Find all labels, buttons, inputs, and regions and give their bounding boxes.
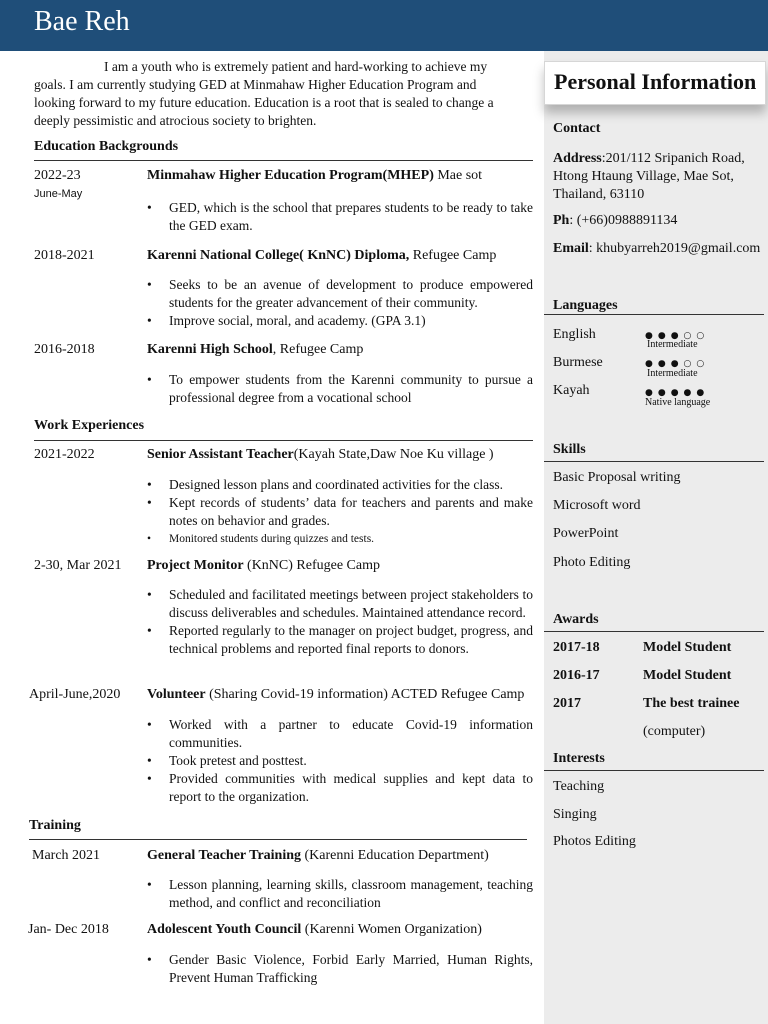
education-bullets	[147, 199, 533, 235]
bullet-item: • GED, which is the school that prepares students to be ready to take the GED exam.	[147, 199, 533, 235]
awards-section-title: Awards	[553, 612, 599, 627]
work-date: 2021-2022	[34, 447, 95, 462]
education-date: 2018-2021	[34, 248, 95, 263]
bullet-item: • Took pretest and posttest.	[147, 752, 533, 770]
work-date: 2-30, Mar 2021	[34, 558, 122, 573]
languages-section-title: Languages	[553, 298, 618, 313]
language-level: Native language	[645, 397, 711, 408]
bullet-item: • Designed lesson plans and coordinated activities for the class.	[147, 476, 533, 494]
bullet-item: • Seeks to be an avenue of development to produce empowered students for the greater advancement of their community.	[147, 276, 533, 312]
language-name: English	[553, 327, 596, 342]
education-entry-title	[147, 248, 496, 264]
language-level: Intermediate	[647, 368, 698, 379]
interest-item: Singing	[553, 807, 597, 822]
education-institution: Karenni National College( KnNC) Diploma,	[147, 248, 410, 263]
training-bullets	[147, 876, 533, 912]
language-rating-dots: ●●●●●	[645, 388, 710, 398]
skill-item: Microsoft word	[553, 498, 641, 513]
contact-section-title: Contact	[553, 121, 601, 136]
address-label: Address	[553, 151, 602, 166]
awards-divider	[544, 631, 764, 632]
interest-item: Photos Editing	[553, 834, 636, 849]
work-role: Volunteer	[147, 687, 206, 702]
work-entry-title	[147, 558, 380, 574]
education-bullets	[147, 371, 533, 407]
language-name: Kayah	[553, 383, 590, 398]
education-entry-title	[147, 168, 482, 184]
languages-divider	[544, 314, 764, 315]
education-bullets	[147, 276, 533, 330]
education-section-title: Education Backgrounds	[34, 139, 179, 154]
training-organizer: (Karenni Education Department)	[301, 848, 489, 863]
work-date: April-June,2020	[29, 687, 121, 702]
education-entry-title	[147, 342, 363, 358]
award-note: (computer)	[643, 724, 706, 739]
work-location: (KnNC) Refugee Camp	[243, 558, 380, 573]
education-date-sub: June-May	[34, 188, 83, 200]
email-value: : khubyarreh2019@gmail.com	[588, 241, 761, 256]
education-location: , Refugee Camp	[272, 342, 364, 357]
interests-divider	[544, 770, 764, 771]
work-bullets	[147, 586, 533, 658]
work-location: (Sharing Covid-19 information) ACTED Refugee Camp	[205, 687, 525, 702]
skill-item: Photo Editing	[553, 555, 631, 570]
email-label: Email	[553, 241, 589, 256]
bullet-item: • Worked with a partner to educate Covid-19 information communities.	[147, 716, 533, 752]
work-role: Senior Assistant Teacher	[147, 447, 294, 462]
bullet-item: • Reported regularly to the manager on project budget, progress, and technical problems and reported final reports to donors.	[147, 622, 533, 658]
training-entry-title	[147, 922, 482, 938]
language-rating-dots: ●●●○○	[645, 331, 710, 341]
address-line	[553, 150, 761, 204]
training-divider	[29, 839, 527, 840]
bullet-item: • Improve social, moral, and academy. (GPA 3.1)	[147, 312, 533, 330]
skills-divider	[544, 461, 764, 462]
bullet-item: • Scheduled and facilitated meetings between project stakeholders to discuss deliverables and schedules. Maintained attendance record.	[147, 586, 533, 622]
language-level: Intermediate	[647, 339, 698, 350]
training-entry-title	[147, 848, 489, 864]
work-role: Project Monitor	[147, 558, 244, 573]
training-date: Jan- Dec 2018	[28, 922, 109, 937]
award-year: 2017-18	[553, 640, 600, 655]
summary-paragraph: I am a youth who is extremely patient and hard-working to achieve my goals. I am currently studying GED at Minmahaw Higher Education Program and looking forward to my future education. Education is a root that is sealed to change a deeply pessimistic and atrocious society to brighten.	[34, 59, 494, 128]
work-section-title: Work Experiences	[34, 418, 145, 433]
email-line	[553, 241, 760, 257]
bullet-item: • To empower students from the Karenni community to pursue a professional degree from a vocational school	[147, 371, 533, 407]
education-divider	[34, 160, 533, 161]
award-name: The best trainee	[643, 696, 740, 711]
education-location: Refugee Camp	[409, 248, 497, 263]
training-section-title: Training	[29, 818, 81, 833]
education-date: 2016-2018	[34, 342, 95, 357]
language-name: Burmese	[553, 355, 603, 370]
training-organizer: (Karenni Women Organization)	[301, 922, 482, 937]
work-bullets	[147, 476, 533, 548]
award-year: 2017	[553, 696, 581, 711]
training-name: Adolescent Youth Council	[147, 922, 302, 937]
address-value: :201/112 Sripanich Road, Htong Htaung Village, Mae Sot, Thailand, 63110	[553, 151, 745, 202]
phone-label: Ph	[553, 213, 570, 228]
personal-information-box	[544, 61, 766, 105]
phone-line	[553, 213, 677, 229]
bullet-item: • Monitored students during quizzes and tests.	[147, 530, 533, 548]
bullet-item: • Gender Basic Violence, Forbid Early Married, Human Rights, Prevent Human Trafficking	[147, 951, 533, 987]
education-location: Mae sot	[433, 168, 483, 183]
work-entry-title	[147, 687, 524, 703]
education-institution: Minmahaw Higher Education Program(MHEP)	[147, 168, 434, 183]
work-divider	[34, 440, 533, 441]
award-year: 2016-17	[553, 668, 600, 683]
education-date: 2022-23	[34, 168, 81, 183]
interest-item: Teaching	[553, 779, 605, 794]
skill-item: PowerPoint	[553, 526, 619, 541]
bullet-item: • Provided communities with medical supplies and kept data to report to the organization.	[147, 770, 533, 806]
bullet-item: • Lesson planning, learning skills, classroom management, teaching method, and conflict and reconciliation	[147, 876, 533, 912]
header-bar	[0, 0, 768, 51]
interests-section-title: Interests	[553, 751, 605, 766]
training-date: March 2021	[32, 848, 101, 863]
candidate-name: Bae Reh	[34, 6, 130, 37]
skills-section-title: Skills	[553, 442, 586, 457]
work-bullets	[147, 716, 533, 806]
work-entry-title	[147, 447, 494, 463]
training-bullets	[147, 951, 533, 987]
language-rating-dots: ●●●○○	[645, 359, 710, 369]
bullet-item: • Kept records of students’ data for teachers and parents and make notes on behavior and grades.	[147, 494, 533, 530]
personal-information-title: Personal Information	[554, 69, 757, 94]
award-name: Model Student	[643, 668, 732, 683]
work-location: (Kayah State,Daw Noe Ku village )	[293, 447, 494, 462]
phone-value: : (+66)0988891134	[569, 213, 678, 228]
training-name: General Teacher Training	[147, 848, 302, 863]
education-institution: Karenni High School	[147, 342, 273, 357]
award-name: Model Student	[643, 640, 732, 655]
skill-item: Basic Proposal writing	[553, 470, 681, 485]
